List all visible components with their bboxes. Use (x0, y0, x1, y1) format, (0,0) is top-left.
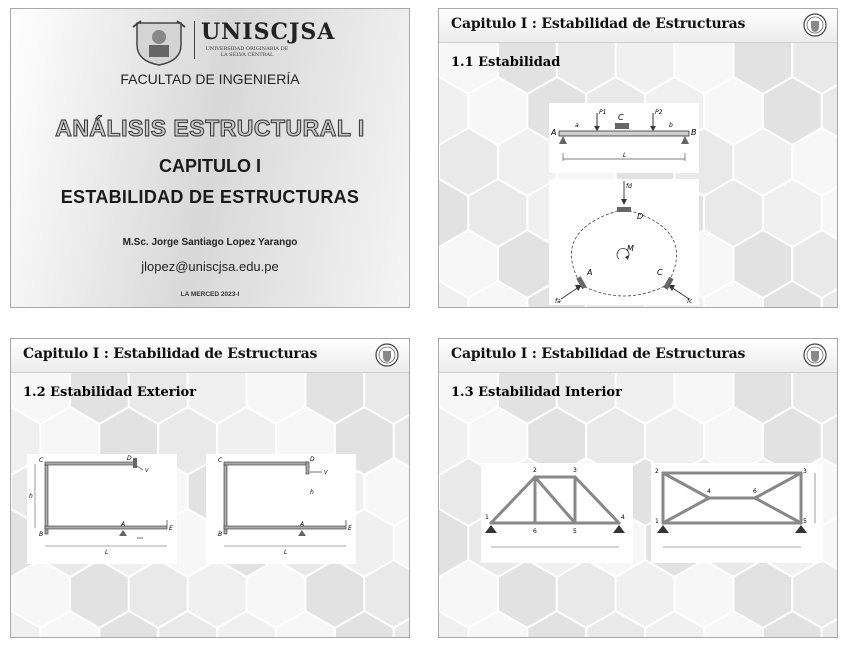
tri-label-fd: fd (626, 183, 632, 190)
tri-label-fa: fa (555, 298, 561, 305)
section-heading: 1.3 Estabilidad Interior (451, 385, 622, 400)
truss1-node-2: 2 (533, 467, 537, 474)
slide-header (439, 9, 837, 43)
frame2-label-h: h (310, 489, 314, 496)
truss-figure-2 (651, 463, 823, 563)
frame1-label-v: V (145, 468, 149, 474)
beam-label-l: L (623, 152, 627, 159)
frame2-label-b: B (218, 531, 223, 538)
beam-label-p1: P1 (599, 109, 607, 116)
tri-label-m: M (627, 244, 634, 253)
tri-label-a: A (587, 268, 593, 277)
frame1-label-d: D (127, 455, 132, 462)
university-subtitle-1: UNIVERSIDAD ORIGINARIA DE (205, 46, 289, 52)
truss1-node-5: 5 (573, 528, 577, 535)
frame1-label-b: B (39, 531, 44, 538)
tri-label-c: C (657, 268, 663, 277)
truss2-node-2: 2 (655, 468, 659, 475)
slide-header-title: Capitulo I : Estabilidad de Estructuras (451, 16, 746, 32)
frame2-label-e: E (348, 525, 352, 532)
slide-external-stability (10, 338, 410, 638)
truss-figure-1 (481, 463, 633, 563)
title-slide (10, 8, 410, 308)
truss1-node-4: 4 (621, 514, 625, 521)
university-seal-icon (803, 343, 827, 367)
slide-stability (438, 8, 838, 308)
beam-label-a: A (551, 128, 557, 137)
frame1-label-e: E (169, 525, 173, 532)
university-seal-icon (803, 13, 827, 37)
rigid-body-constraints-figure (549, 179, 699, 305)
section-heading: 1.2 Estabilidad Exterior (23, 385, 197, 400)
faculty-name: FACULTAD DE INGENIERÍA (120, 71, 300, 87)
frame-figure-2 (206, 454, 356, 564)
logo-divider (194, 21, 195, 59)
university-subtitle-2: LA SELVA CENTRAL (220, 52, 274, 58)
truss2-node-3: 3 (803, 468, 807, 475)
frame2-label-a: A (300, 521, 305, 528)
frame2-label-d: D (310, 456, 315, 463)
simply-supported-beam-figure (549, 103, 699, 173)
tri-label-d: D (637, 212, 644, 221)
university-name: UNISCJSA (201, 19, 336, 45)
slide-header (439, 339, 837, 373)
slide-header-title: Capitulo I : Estabilidad de Estructuras (451, 346, 746, 362)
section-heading: 1.1 Estabilidad (451, 55, 561, 70)
frame2-label-l: L (284, 549, 288, 556)
frame1-label-c: C (39, 457, 44, 464)
truss1-node-1: 1 (485, 514, 489, 521)
beam-label-b: B (691, 128, 697, 137)
truss2-node-5: 5 (803, 518, 807, 525)
beam-label-c: C (618, 113, 624, 122)
frame2-label-v: V (324, 470, 328, 476)
truss1-node-6: 6 (533, 528, 537, 535)
frame1-label-l: L (105, 549, 109, 556)
chapter-title: ESTABILIDAD DE ESTRUCTURAS (60, 187, 360, 207)
frame1-label-a: A (121, 521, 126, 528)
frame1-label-h: h (29, 493, 33, 500)
beam-label-b-dim: b (669, 122, 673, 129)
author-email[interactable]: jlopez@uniscjsa.edu.pe (141, 259, 279, 274)
truss2-node-4: 4 (707, 488, 711, 495)
slide-header-title: Capitulo I : Estabilidad de Estructuras (23, 346, 318, 362)
truss2-node-1: 1 (655, 518, 659, 525)
slide-header (11, 339, 409, 373)
chapter-number: CAPITULO I (159, 156, 261, 176)
slide-internal-stability (438, 338, 838, 638)
course-title: ANÁLISIS ESTRUCTURAL I (55, 115, 365, 141)
author-name: M.Sc. Jorge Santiago Lopez Yarango (122, 237, 298, 248)
university-seal-icon (375, 343, 399, 367)
place-date: LA MERCED 2023-I (180, 291, 240, 298)
tri-label-fc: fc (687, 298, 693, 305)
beam-label-p2: P2 (655, 109, 663, 116)
frame-figure-1 (27, 454, 177, 564)
university-logo (131, 19, 187, 67)
beam-label-a-dim: a (575, 122, 579, 129)
truss2-node-6: 6 (753, 488, 757, 495)
truss1-node-3: 3 (573, 467, 577, 474)
frame2-label-c: C (218, 457, 223, 464)
